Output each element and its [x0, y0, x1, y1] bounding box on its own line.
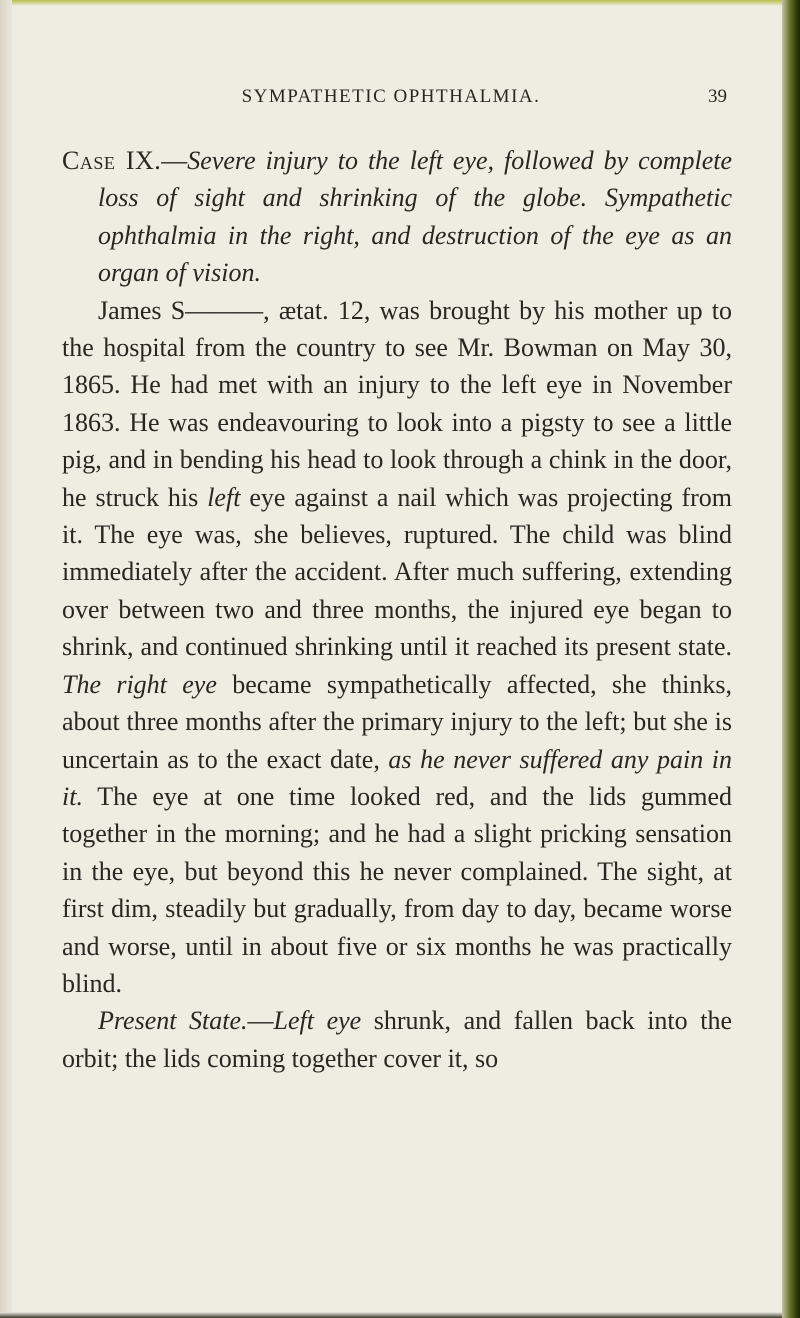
text-run: The eye at one time looked red, and the lids gummed together in the morning; and he had a slight pricking sensation in the eye, but beyond this he never complained. The sight, at first dim, steadily but gradually, from day to day, became worse and worse, until in about five or six months he was practically blind.	[62, 781, 732, 998]
page-bottom-edge	[0, 1312, 782, 1318]
text-run: —	[247, 1006, 274, 1036]
text-run: eye against a nail which was projecting from it. The eye was, she believes, ruptured. The child was blind immediately after the accident. After much suffering, extending over between two and three months, the injured eye began to shrink, and continued shrinking until it reached its present state.	[62, 482, 732, 662]
running-head	[0, 86, 782, 116]
text-run: became sympathetically affected, she thinks, about three months after the primary injury to the left; but she is uncertain as to the exact date,	[62, 669, 732, 774]
page-top-edge	[0, 0, 782, 6]
present-state-paragraph	[62, 1002, 732, 1077]
case-label: Case IX.	[62, 146, 162, 175]
italic-run: Left eye	[273, 1006, 362, 1036]
text-run: James S———, ætat. 12, was brought by his mother up to the hospital from the country to see Mr. Bowman on May 30, 1865. He had met with an injury to the left eye in November 1863. He was endeavouring to look into a pigsty to see a little pig, and in bending his head to look through a chink in the door, he struck his	[62, 295, 732, 512]
book-binding-edge	[782, 0, 800, 1318]
running-title: SYMPATHETIC OPHTHALMIA.	[241, 86, 541, 107]
case-narrative-paragraph	[62, 292, 732, 1003]
text-run: shrunk, and fallen back into the orbit; the lids coming together cover it, so	[62, 1006, 732, 1073]
case-heading	[62, 142, 732, 292]
body-text	[62, 142, 732, 1077]
italic-run: Present State.	[98, 1006, 248, 1036]
italic-run: as he never suffered any pain in it.	[62, 744, 732, 811]
case-title: Severe injury to the left eye, followed by complete loss of sight and shrinking of the globe. Sympathetic ophthalmia in the right, and destruction of the eye as an organ of vision.	[98, 146, 732, 288]
page-left-edge	[0, 0, 12, 1318]
italic-run: The right eye	[62, 669, 217, 699]
italic-run: left	[207, 482, 241, 512]
heading-dash: —	[161, 146, 188, 175]
page-number: 39	[708, 86, 727, 107]
